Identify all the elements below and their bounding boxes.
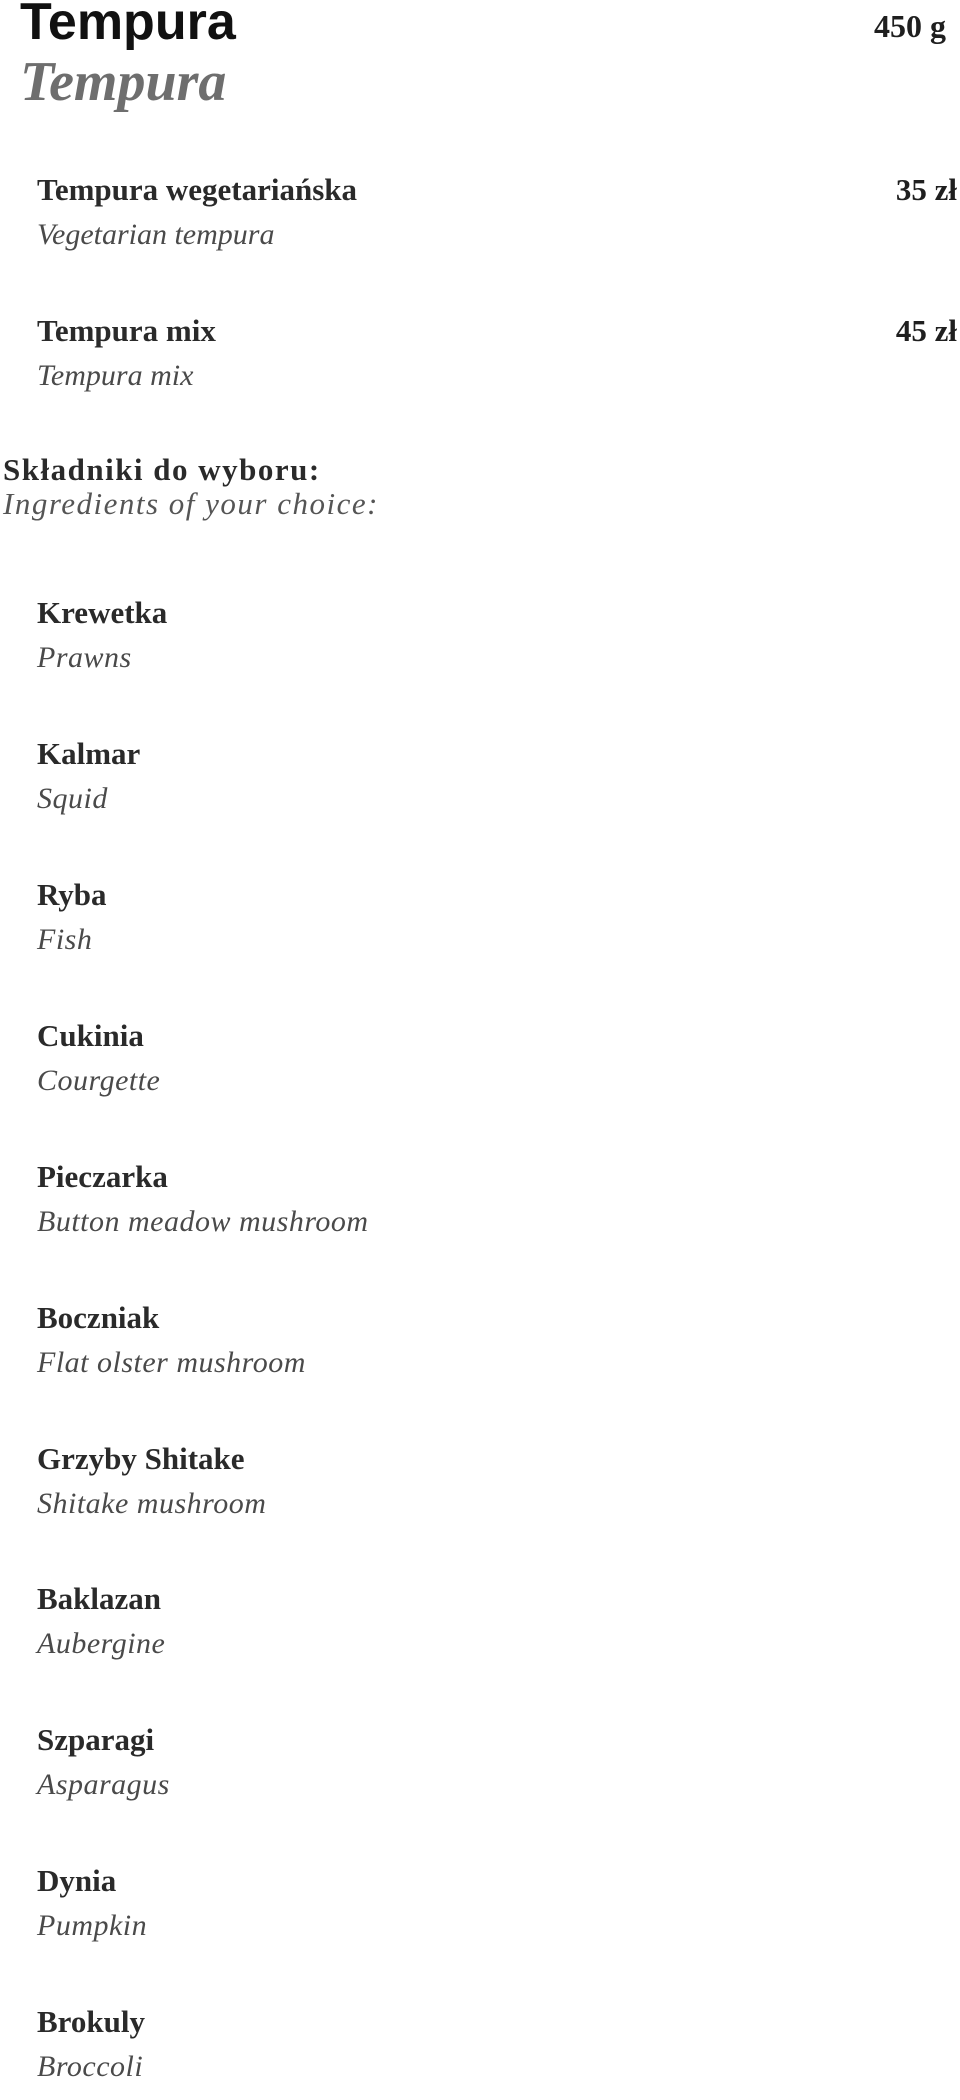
- ingredient-name-english: Prawns: [37, 641, 132, 674]
- dish-price: 45 zł: [895, 313, 957, 348]
- ingredient-name: Pieczarka: [37, 1159, 168, 1194]
- ingredient-item: [37, 1018, 837, 1114]
- ingredient-name-english: Aubergine: [37, 1627, 166, 1660]
- dish-name-english: Vegetarian tempura: [37, 218, 275, 251]
- ingredient-name: Cukinia: [37, 1018, 144, 1053]
- ingredients-heading: Składniki do wyboru:: [3, 452, 321, 487]
- ingredient-item: [37, 2004, 837, 2100]
- ingredient-name-english: Fish: [37, 923, 93, 956]
- ingredient-item: [37, 1300, 837, 1396]
- ingredient-name-english: Button meadow mushroom: [37, 1205, 369, 1238]
- dish-name: Tempura mix: [37, 313, 216, 348]
- ingredient-item: [37, 1722, 837, 1818]
- ingredient-name: Kalmar: [37, 736, 141, 771]
- ingredient-item: [37, 595, 837, 691]
- ingredient-name-english: Flat olster mushroom: [37, 1346, 306, 1379]
- ingredient-item: [37, 1441, 837, 1537]
- ingredient-name: Szparagi: [37, 1722, 155, 1757]
- ingredient-name-english: Squid: [37, 782, 108, 815]
- ingredients-heading-english: Ingredients of your choice:: [3, 486, 379, 521]
- section-subtitle: Tempura: [20, 51, 227, 113]
- ingredient-name-english: Shitake mushroom: [37, 1487, 267, 1520]
- portion-weight: 450 g: [874, 8, 946, 44]
- section-title: Tempura: [20, 0, 236, 51]
- menu-item: [37, 172, 957, 268]
- ingredient-name: Dynia: [37, 1863, 117, 1898]
- menu-item: [37, 313, 957, 409]
- ingredient-name: Baklazan: [37, 1581, 162, 1616]
- ingredient-name-english: Broccoli: [37, 2050, 144, 2083]
- ingredient-item: [37, 1159, 837, 1255]
- ingredient-name: Krewetka: [37, 595, 168, 630]
- ingredient-name-english: Asparagus: [37, 1768, 170, 1801]
- ingredient-item: [37, 736, 837, 832]
- dish-price: 35 zł: [895, 172, 957, 207]
- ingredient-name: Brokuly: [37, 2004, 145, 2039]
- ingredient-name-english: Courgette: [37, 1064, 161, 1097]
- ingredient-item: [37, 1581, 837, 1677]
- ingredient-name: Ryba: [37, 877, 107, 912]
- dish-name: Tempura wegetariańska: [37, 172, 358, 207]
- ingredient-name: Grzyby Shitake: [37, 1441, 245, 1476]
- ingredient-item: [37, 1863, 837, 1959]
- ingredient-name: Boczniak: [37, 1300, 160, 1335]
- ingredient-item: [37, 877, 837, 973]
- dish-name-english: Tempura mix: [37, 359, 194, 392]
- ingredient-name-english: Pumpkin: [37, 1909, 148, 1942]
